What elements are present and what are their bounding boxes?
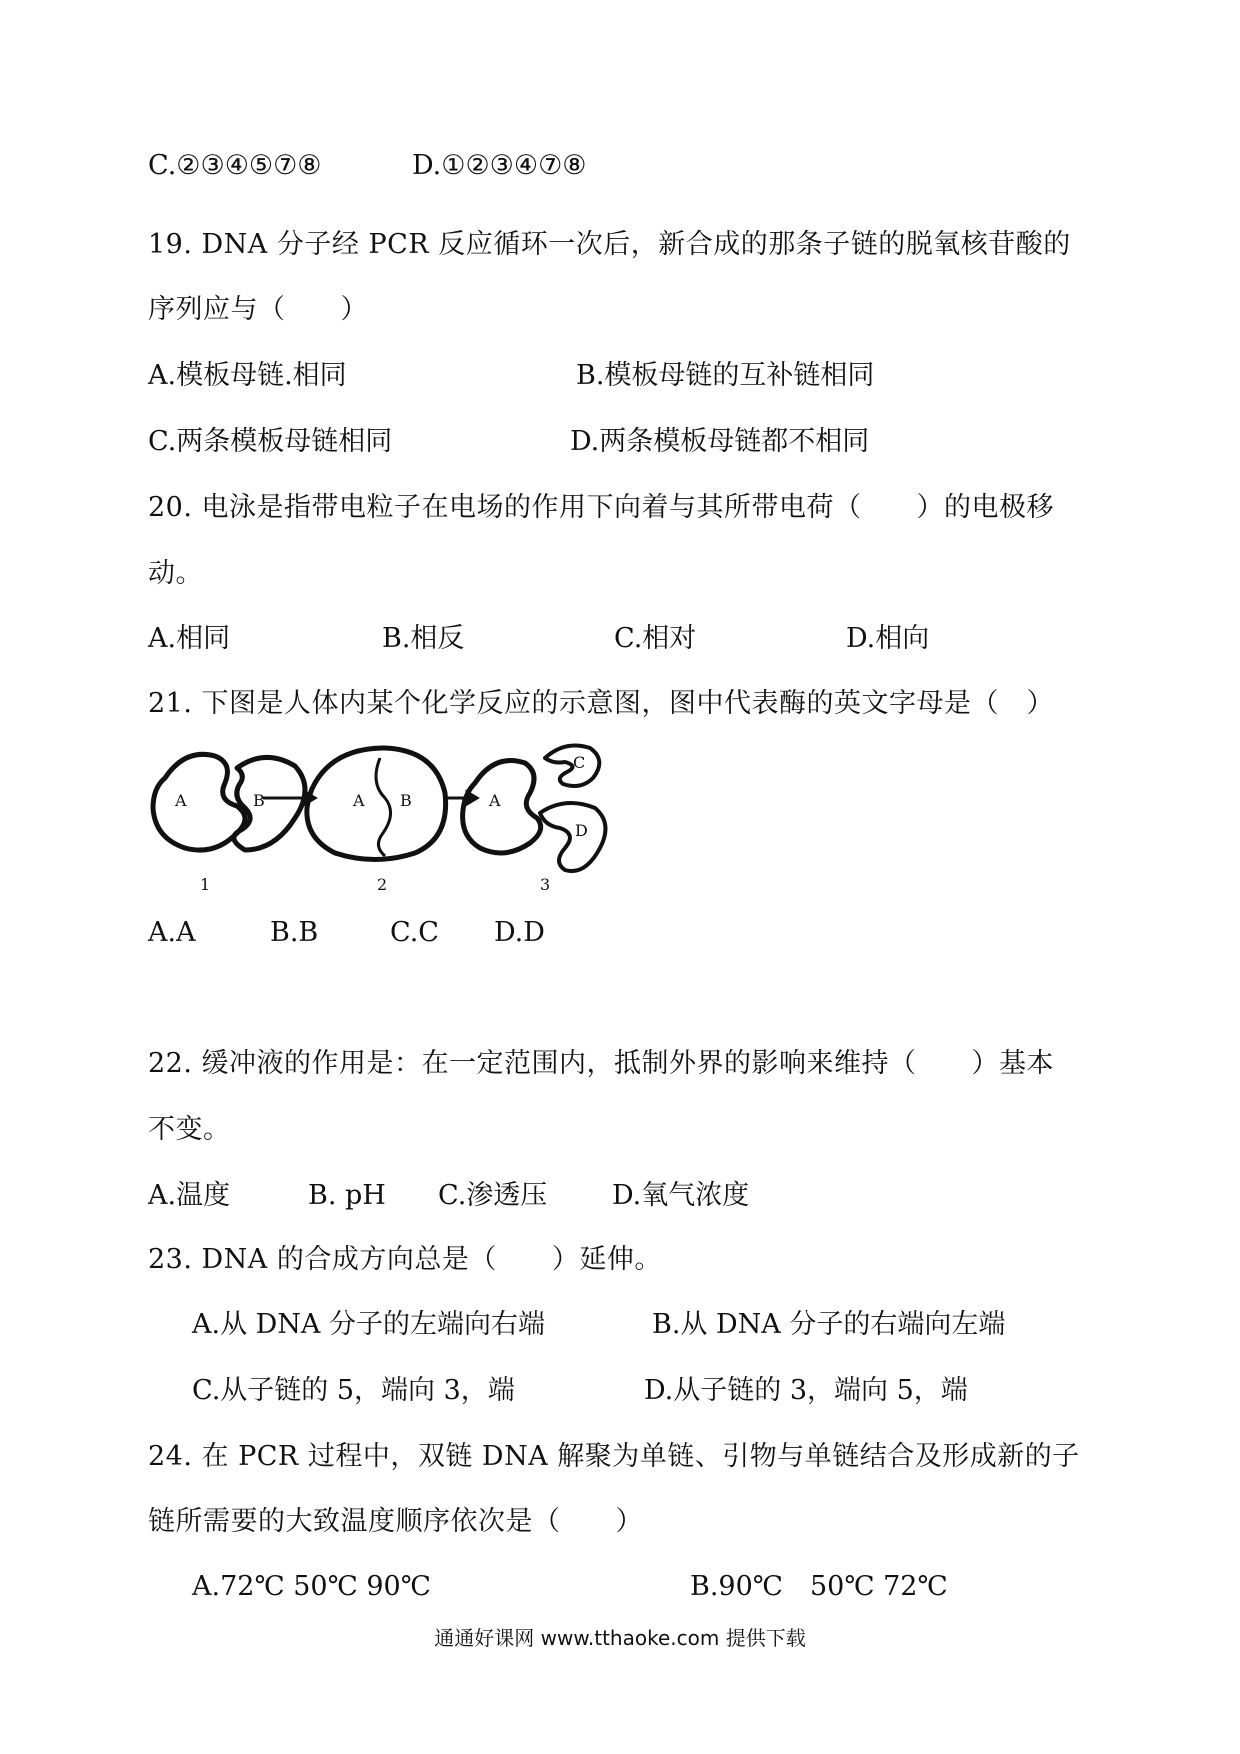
- q21-option-a: A.A: [148, 917, 196, 948]
- q19-option-b: B.模板母链的互补链相同: [576, 360, 875, 391]
- q23-option-a: A.从 DNA 分子的左端向右端: [192, 1309, 546, 1340]
- q18-option-c: C.②③④⑤⑦⑧: [148, 150, 322, 181]
- q21-stem-line1: 21. 下图是人体内某个化学反应的示意图，图中代表酶的英文字母是（ ）: [148, 688, 1055, 719]
- q20-option-b: B.相反: [382, 623, 465, 654]
- q19-option-a: A.模板母链.相同: [148, 360, 347, 391]
- q24-option-b: B.90℃ 50℃ 72℃: [690, 1571, 948, 1602]
- q21-option-d: D.D: [494, 917, 545, 948]
- q19-stem-line2: 序列应与（ ）: [148, 294, 368, 325]
- figure-stage-number-2: 2: [377, 875, 388, 894]
- stage3-product-d-shape: [540, 803, 605, 871]
- q18-option-d: D.①②③④⑦⑧: [412, 150, 587, 181]
- q22-option-d: D.氧气浓度: [612, 1180, 750, 1211]
- figure-label-b1: B: [253, 791, 265, 810]
- q21-option-b: B.B: [270, 917, 319, 948]
- figure-label-a2: A: [353, 791, 365, 810]
- q23-option-b: B.从 DNA 分子的右端向左端: [652, 1309, 1006, 1340]
- figure-stage-number-1: 1: [200, 875, 211, 894]
- q22-stem-line2: 不变。: [148, 1114, 231, 1145]
- stage1-enzyme-shape: [153, 754, 245, 850]
- q22-option-b: B. pH: [308, 1180, 386, 1211]
- stage2-inner-boundary: [376, 758, 391, 856]
- enzyme-reaction-figure: [145, 738, 645, 898]
- page-footer: 通通好课网 www.tthaoke.com 提供下载: [434, 1626, 806, 1650]
- q24-stem-line1: 24. 在 PCR 过程中，双链 DNA 解聚为单链、引物与单链结合及形成新的子: [148, 1441, 1080, 1472]
- figure-label-a3: A: [489, 791, 501, 810]
- stage1-substrate-shape: [234, 757, 305, 850]
- q19-option-d: D.两条模板母链都不相同: [570, 426, 870, 457]
- figure-label-b2: B: [400, 791, 412, 810]
- q24-stem-line2: 链所需要的大致温度顺序依次是（ ）: [148, 1506, 643, 1537]
- q20-stem-line1: 20. 电泳是指带电粒子在电场的作用下向着与其所带电荷（ ）的电极移: [148, 492, 1055, 523]
- q22-stem-line1: 22. 缓冲液的作用是：在一定范围内，抵制外界的影响来维持（ ）基本: [148, 1048, 1055, 1079]
- q20-option-c: C.相对: [614, 623, 697, 654]
- q20-option-a: A.相同: [148, 623, 231, 654]
- q23-stem-line1: 23. DNA 的合成方向总是（ ）延伸。: [148, 1244, 662, 1275]
- q19-stem-line1: 19. DNA 分子经 PCR 反应循环一次后，新合成的那条子链的脱氧核苷酸的: [148, 229, 1071, 260]
- figure-label-d: D: [575, 821, 588, 840]
- q23-option-c: C.从子链的 5，端向 3，端: [192, 1375, 515, 1406]
- stage3-enzyme-shape: [463, 761, 541, 853]
- figure-stage-number-3: 3: [540, 875, 551, 894]
- q19-option-c: C.两条模板母链相同: [148, 426, 393, 457]
- figure-label-c: C: [573, 753, 586, 772]
- figure-label-a1: A: [175, 791, 187, 810]
- q22-option-a: A.温度: [148, 1180, 231, 1211]
- q20-stem-line2: 动。: [148, 558, 203, 589]
- q20-option-d: D.相向: [846, 623, 930, 654]
- q21-option-c: C.C: [390, 917, 439, 948]
- q22-option-c: C.渗透压: [438, 1180, 548, 1211]
- q24-option-a: A.72℃ 50℃ 90℃: [192, 1571, 431, 1602]
- q23-option-d: D.从子链的 3，端向 5，端: [644, 1375, 968, 1406]
